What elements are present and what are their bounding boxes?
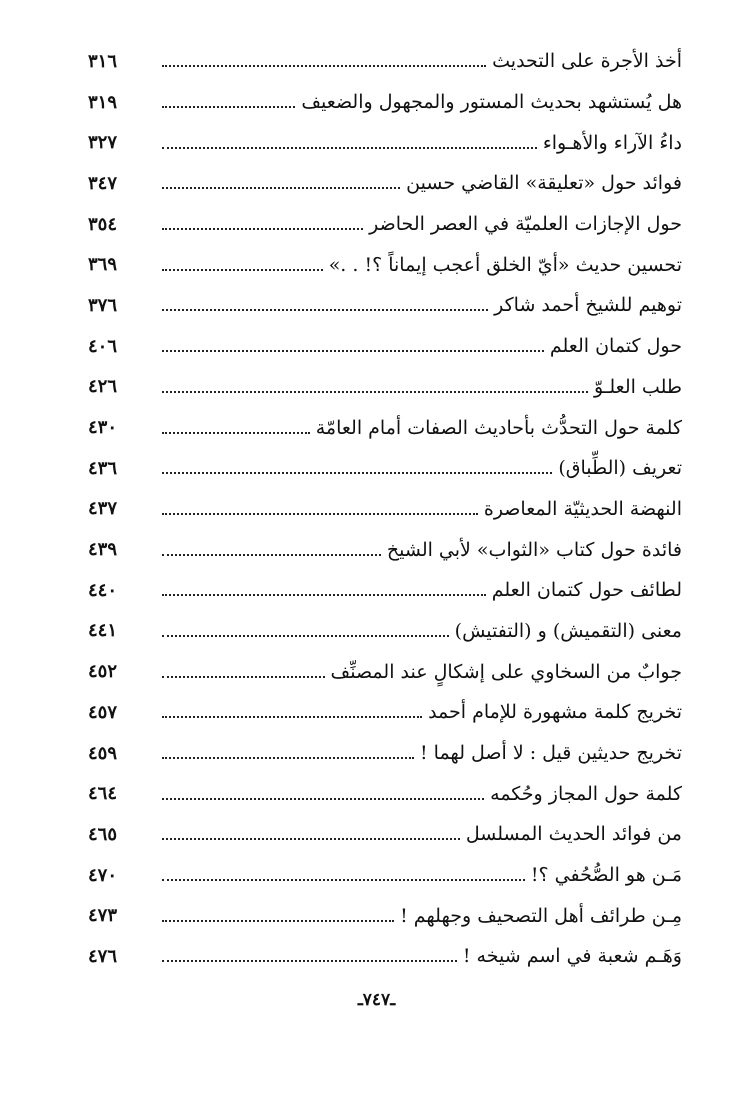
toc-entry-page: ٤٣٦ <box>88 457 118 479</box>
dot-leader <box>162 879 525 881</box>
toc-row <box>88 41 682 82</box>
dot-leader <box>162 472 552 474</box>
toc-row <box>88 204 682 245</box>
toc-entry-title: معنى (التقميش) و (التفتيش) <box>454 619 682 642</box>
dot-leader <box>162 350 544 352</box>
dot-leader <box>162 187 400 189</box>
toc-row <box>88 936 682 977</box>
toc-entry-title: لطائف حول كتمان العلم <box>491 579 682 602</box>
toc-entry-title: تخريج كلمة مشهورة للإمام أحمد <box>428 701 682 724</box>
toc-row <box>88 855 682 896</box>
toc-row <box>88 163 682 204</box>
toc-row <box>88 122 682 163</box>
toc-row <box>88 529 682 570</box>
toc-entry-title: وَهَـم شعبة في اسم شيخه ! <box>462 945 682 968</box>
toc-entry-page: ٤٥٢ <box>88 661 118 683</box>
toc-row <box>88 407 682 448</box>
toc-entry-title: تعريف (الطِّباق) <box>558 457 682 480</box>
toc-entry-page: ٣١٦ <box>88 50 118 72</box>
toc-entry-title: فائدة حول كتاب «الثواب» لأبي الشيخ <box>386 538 682 561</box>
toc-entry-title: كلمة حول التحدُّث بأحاديث الصفات أمام العامّة <box>315 416 682 439</box>
toc-row <box>88 570 682 611</box>
toc-entry-page: ٤٧٦ <box>88 945 118 967</box>
toc-entry-page: ٤٦٤ <box>88 783 118 805</box>
toc-entry-page: ٤٥٧ <box>88 701 118 723</box>
toc-entry-title: جوابٌ من السخاوي على إشكالٍ عند المصنِّف <box>330 660 682 683</box>
dot-leader <box>162 798 484 800</box>
toc-entry-page: ٤٤٠ <box>88 579 118 601</box>
dot-leader <box>162 228 363 230</box>
dot-leader <box>162 65 486 67</box>
toc-row <box>88 611 682 652</box>
dot-leader <box>162 106 295 108</box>
toc-entry-title: تخريج حديثين قيل : لا أصل لهما ! <box>419 742 682 765</box>
toc-entry-title: تحسين حديث «أيّ الخلق أعجب إيماناً ؟! . .» <box>328 253 682 276</box>
toc-row <box>88 651 682 692</box>
dot-leader <box>162 391 588 393</box>
toc-entry-title: حول كتمان العلم <box>549 335 682 358</box>
table-of-contents <box>88 41 682 977</box>
dot-leader <box>162 920 394 922</box>
toc-entry-title: مِـن طرائف أهل التصحيف وجهلهم ! <box>400 904 682 927</box>
toc-entry-page: ٤٢٦ <box>88 376 118 398</box>
toc-entry-page: ٤٧٣ <box>88 905 118 927</box>
toc-row <box>88 489 682 530</box>
toc-entry-page: ٣١٩ <box>88 91 118 113</box>
toc-entry-title: توهيم للشيخ أحمد شاكر <box>494 294 682 317</box>
dot-leader <box>162 960 457 962</box>
toc-entry-title: طلب العلـوّ <box>593 375 682 398</box>
toc-entry-title: داءُ الآراء والأهـواء <box>542 131 682 154</box>
toc-row <box>88 814 682 855</box>
toc-entry-page: ٣٦٩ <box>88 254 118 276</box>
toc-row <box>88 367 682 408</box>
dot-leader <box>162 147 537 149</box>
dot-leader <box>162 554 381 556</box>
toc-entry-page: ٤٣٩ <box>88 539 118 561</box>
toc-entry-title: النهضة الحديثيّة المعاصرة <box>483 497 682 520</box>
dot-leader <box>162 635 449 637</box>
toc-row <box>88 326 682 367</box>
dot-leader <box>162 757 414 759</box>
dot-leader <box>162 269 323 271</box>
toc-row <box>88 733 682 774</box>
toc-row <box>88 82 682 123</box>
toc-row <box>88 773 682 814</box>
toc-entry-title: من فوائد الحديث المسلسل <box>465 823 682 846</box>
toc-entry-page: ٣٤٧ <box>88 172 118 194</box>
toc-entry-title: فوائد حول «تعليقة» القاضي حسين <box>406 172 682 195</box>
toc-entry-page: ٤٦٥ <box>88 823 118 845</box>
toc-entry-page: ٤٣٠ <box>88 417 118 439</box>
dot-leader <box>162 309 488 311</box>
dot-leader <box>162 432 310 434</box>
dot-leader <box>162 594 486 596</box>
toc-entry-title: حول الإجازات العلميّة في العصر الحاضر <box>369 213 682 236</box>
toc-row <box>88 244 682 285</box>
toc-entry-page: ٣٥٤ <box>88 213 118 235</box>
dot-leader <box>162 838 460 840</box>
toc-row <box>88 895 682 936</box>
toc-entry-page: ٤٠٦ <box>88 335 118 357</box>
toc-entry-page: ٣٧٦ <box>88 294 118 316</box>
dot-leader <box>162 676 325 678</box>
toc-entry-title: أخذ الأجرة على التحديث <box>492 50 682 73</box>
toc-entry-page: ٤٣٧ <box>88 498 118 520</box>
toc-entry-title: كلمة حول المجاز وحُكمه <box>490 782 682 805</box>
toc-entry-title: مَـن هو الصُّحُفي ؟! <box>530 864 682 887</box>
toc-entry-page: ٤٥٩ <box>88 742 118 764</box>
page-number: ـ٧٤٧ـ <box>357 990 396 1010</box>
toc-row <box>88 692 682 733</box>
toc-entry-page: ٣٢٧ <box>88 132 118 154</box>
dot-leader <box>162 716 422 718</box>
toc-entry-page: ٤٤١ <box>88 620 118 642</box>
dot-leader <box>162 513 478 515</box>
toc-row <box>88 448 682 489</box>
toc-entry-title: هل يُستشهد بحديث المستور والمجهول والضعيف <box>301 91 682 114</box>
toc-entry-page: ٤٧٠ <box>88 864 118 886</box>
toc-row <box>88 285 682 326</box>
